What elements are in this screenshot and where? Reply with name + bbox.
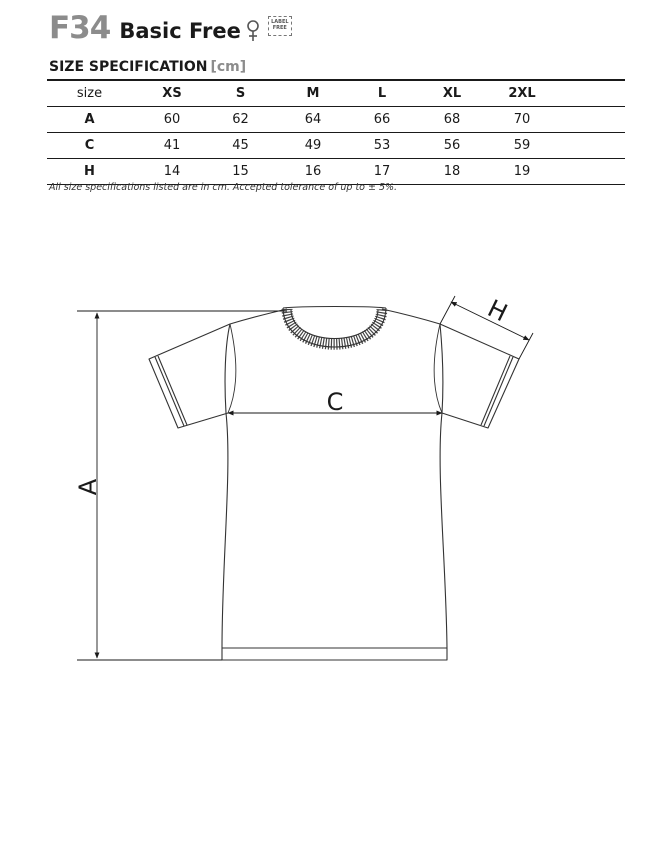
dimension-a-label: A bbox=[74, 478, 102, 496]
dimension-a bbox=[77, 311, 287, 660]
dimension-c-label: C bbox=[326, 388, 344, 416]
header-cell-xs: XS bbox=[162, 86, 182, 101]
table-cell: 60 bbox=[163, 112, 181, 127]
table-cell: 45 bbox=[232, 138, 249, 153]
header-cell-2xl: 2XL bbox=[508, 86, 536, 101]
row-label-a: A bbox=[84, 112, 95, 127]
table-cell: 56 bbox=[443, 138, 461, 153]
product-code: F34 bbox=[49, 10, 111, 46]
table-cell: 19 bbox=[513, 164, 531, 179]
label-badge-line-1: LABEL bbox=[271, 19, 289, 26]
table-cell: 17 bbox=[373, 164, 391, 179]
size-spec-heading: SIZE SPECIFICATION bbox=[49, 59, 208, 75]
dimension-h bbox=[440, 296, 533, 359]
row-label-c: C bbox=[84, 138, 95, 153]
header-cell-m: M bbox=[306, 86, 320, 101]
label-badge-line-2: FREE bbox=[272, 25, 287, 31]
tshirt-neck-rib bbox=[283, 307, 386, 348]
table-cell: 59 bbox=[513, 138, 531, 153]
header-cell-s: S bbox=[235, 86, 246, 101]
table-cell: 68 bbox=[443, 112, 461, 127]
size-spec-unit: [cm] bbox=[210, 59, 247, 75]
table-cell: 14 bbox=[163, 164, 181, 179]
table-cell: 62 bbox=[232, 112, 249, 127]
table-cell: 18 bbox=[443, 164, 461, 179]
dimension-h-label: H bbox=[483, 294, 512, 328]
table-cell: 53 bbox=[373, 138, 391, 153]
header-cell-l: L bbox=[377, 86, 387, 101]
header-cell-size: size bbox=[76, 86, 103, 101]
table-cell: 41 bbox=[163, 138, 181, 153]
table-cell: 16 bbox=[304, 164, 322, 179]
header-cell-xl: XL bbox=[442, 86, 462, 101]
tolerance-note: All size specifications listed are in cm. Accepted tolerance of up to ± 5%. bbox=[49, 182, 398, 193]
table-cell: 64 bbox=[304, 112, 322, 127]
tshirt-outline bbox=[149, 309, 519, 660]
product-name: Basic Free bbox=[119, 19, 241, 43]
table-cell: 70 bbox=[513, 112, 531, 127]
row-label-h: H bbox=[84, 164, 95, 179]
table-cell: 15 bbox=[232, 164, 249, 179]
table-cell: 49 bbox=[304, 138, 322, 153]
table-cell: 66 bbox=[373, 112, 391, 127]
